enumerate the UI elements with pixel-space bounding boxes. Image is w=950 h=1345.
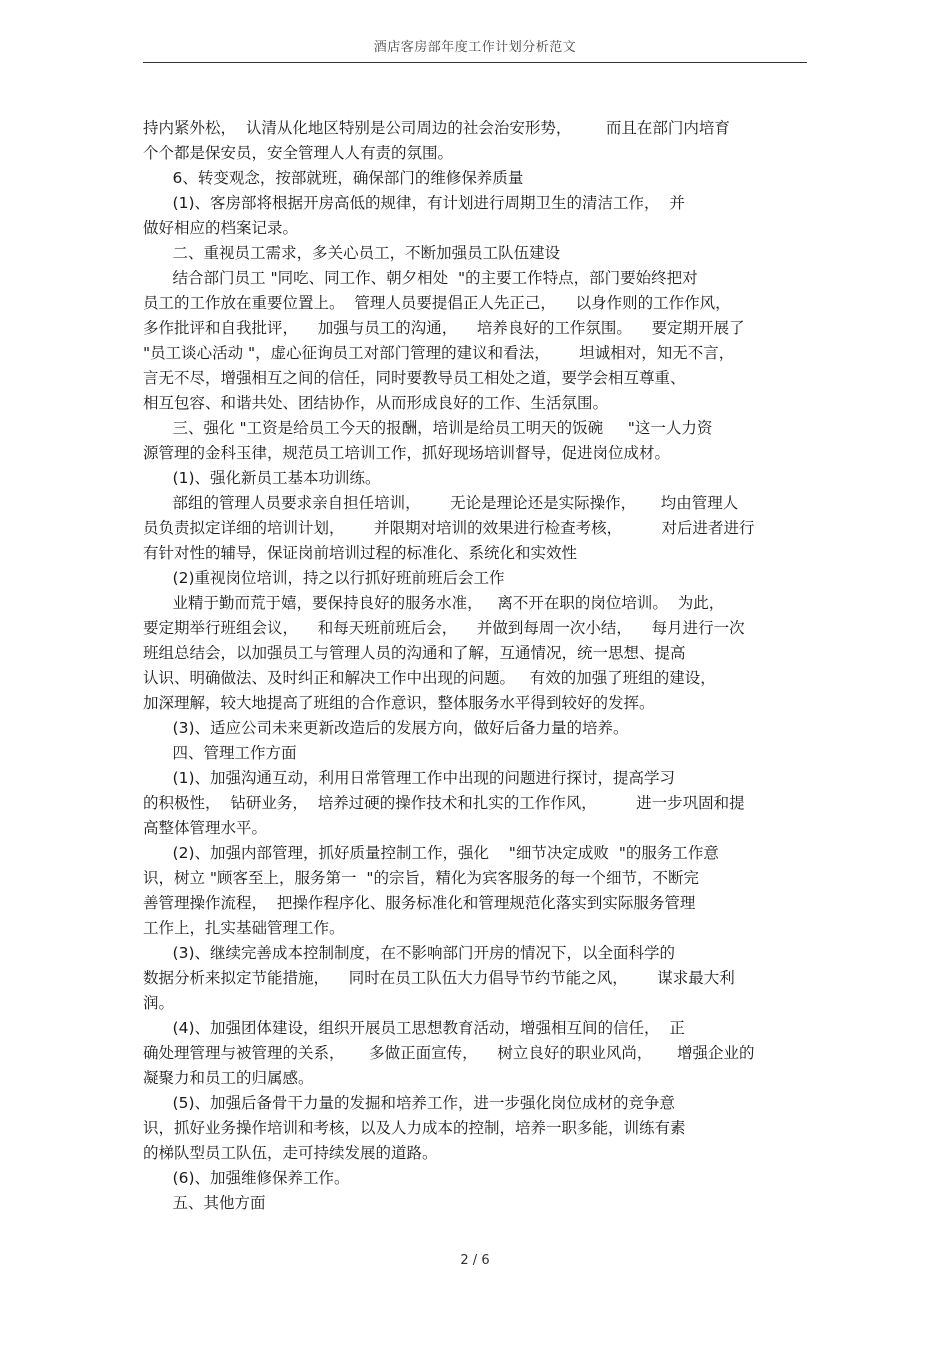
body-text-line: 做好相应的档案记录。 xyxy=(143,219,299,237)
body-text-line: 结合部门员工 "同吃、同工作、朝夕相处 "的主要工作特点，部门要始终把对 xyxy=(143,269,698,287)
body-text-line: (1)、加强沟通互动，利用日常管理工作中出现的问题进行探讨，提高学习 xyxy=(143,769,676,787)
body-text-line: 润。 xyxy=(143,994,175,1012)
body-text-line: 五、其他方面 xyxy=(143,1194,266,1212)
body-text-line: (3)、适应公司未来更新改造后的发展方向，做好后备力量的培养。 xyxy=(143,719,629,737)
body-text-line: 识，抓好业务操作培训和考核，以及人力成本的控制，培养一职多能，训练有素 xyxy=(143,1119,686,1137)
body-text-line: 四、管理工作方面 xyxy=(143,744,297,762)
body-text-line: 多作批评和自我批评， 加强与员工的沟通， 培养良好的工作氛围。 要定期开展了 xyxy=(143,319,745,337)
body-text-line: 工作上，扎实基础管理工作。 xyxy=(143,919,345,937)
body-text-line: 三、强化 "工资是给员工今天的报酬，培训是给员工明天的饭碗 "这一人力资 xyxy=(143,419,713,437)
body-text-line: 有针对性的辅导，保证岗前培训过程的标准化、系统化和实效性 xyxy=(143,544,578,562)
body-text-line: 二、重视员工需求，多关心员工，不断加强员工队伍建设 xyxy=(143,244,561,262)
body-text-line: 的积极性， 钻研业务， 培养过硬的操作技术和扎实的工作作风， 进一步巩固和提 xyxy=(143,794,745,812)
body-text-line: 部组的管理人员要求亲自担任培训， 无论是理论还是实际操作， 均由管理人 xyxy=(143,494,739,512)
body-text-line: 善管理操作流程， 把操作程序化、服务标准化和管理规范化落实到实际服务管理 xyxy=(143,894,696,912)
body-text-line: (6)、加强维修保养工作。 xyxy=(143,1169,350,1187)
body-text-line: 数据分析来拟定节能措施， 同时在员工队伍大力倡导节约节能之风， 谋求最大利 xyxy=(143,969,735,987)
body-text-line: 6、转变观念，按部就班，确保部门的维修保养质量 xyxy=(143,169,524,187)
body-text-line: 个个都是保安员，安全管理人人有责的氛围。 xyxy=(143,144,454,162)
body-text-line: 的梯队型员工队伍，走可持续发展的道路。 xyxy=(143,1144,438,1162)
body-text-line: 相互包容、和谐共处、团结协作，从而形成良好的工作、生活氛围。 xyxy=(143,394,609,412)
body-text-line: 员工的工作放在重要位置上。 管理人员要提倡正人先正己， 以身作则的工作作风， xyxy=(143,294,731,312)
body-text-line: 班组总结会，以加强员工与管理人员的沟通和了解，互通情况，统一思想、提高 xyxy=(143,644,686,662)
body-text-line: (1)、强化新员工基本功训练。 xyxy=(143,469,381,487)
body-text-line: (2)、加强内部管理，抓好质量控制工作，强化 "细节决定成败 "的服务工作意 xyxy=(143,844,719,862)
body-text-line: (1)、客房部将根据开房高低的规律，有计划进行周期卫生的清洁工作， 并 xyxy=(143,194,685,212)
body-text-line: 确处理管理与被管理的关系， 多做正面宣传， 树立良好的职业风尚， 增强企业的 xyxy=(143,1044,755,1062)
body-text-line: 凝聚力和员工的归属感。 xyxy=(143,1069,314,1087)
body-text-line: 言无不尽，增强相互之间的信任，同时要教导员工相处之道，要学会相互尊重、 xyxy=(143,369,686,387)
body-text-line: (2)重视岗位培训，持之以行抓好班前班后会工作 xyxy=(143,569,505,587)
header-divider xyxy=(143,62,807,63)
document-body xyxy=(143,116,823,1216)
page-number: 2 / 6 xyxy=(460,1253,490,1268)
body-text-line: 源管理的金科玉律，规范员工培训工作，抓好现场培训督导，促进岗位成材。 xyxy=(143,444,671,462)
page-header-title: 酒店客房部年度工作计划分析范文 xyxy=(373,40,577,55)
body-text-line: 认识、明确做法、及时纠正和解决工作中出现的问题。 有效的加强了班组的建设， xyxy=(143,669,716,687)
body-text-line: 持内紧外松， 认清从化地区特别是公司周边的社会治安形势， 而且在部门内培育 xyxy=(143,119,730,137)
body-text-line: 加深理解，较大地提高了班组的合作意识，整体服务水平得到较好的发挥。 xyxy=(143,694,655,712)
body-text-line: (4)、加强团体建设，组织开展员工思想教育活动，增强相互间的信任， 正 xyxy=(143,1019,685,1037)
body-text-line: (3)、继续完善成本控制制度，在不影响部门开房的情况下，以全面科学的 xyxy=(143,944,676,962)
body-text-line: 业精于勤而荒于嬉，要保持良好的服务水准， 离不开在职的岗位培训。 为此， xyxy=(143,594,725,612)
body-text-line: (5)、加强后备骨干力量的发掘和培养工作，进一步强化岗位成材的竞争意 xyxy=(143,1094,676,1112)
body-text-line: 识，树立 "顾客至上，服务第一 "的宗旨，精化为宾客服务的每一个细节，不断完 xyxy=(143,869,700,887)
body-text-line: "员工谈心活动 "，虚心征询员工对部门管理的建议和看法， 坦诚相对，知无不言， xyxy=(143,344,735,362)
body-text-line: 要定期举行班组会议， 和每天班前班后会， 并做到每周一次小结， 每月进行一次 xyxy=(143,619,745,637)
body-text-line: 高整体管理水平。 xyxy=(143,819,268,837)
body-text-line: 员负责拟定详细的培训计划， 并限期对培训的效果进行检查考核， 对后进者进行 xyxy=(143,519,755,537)
